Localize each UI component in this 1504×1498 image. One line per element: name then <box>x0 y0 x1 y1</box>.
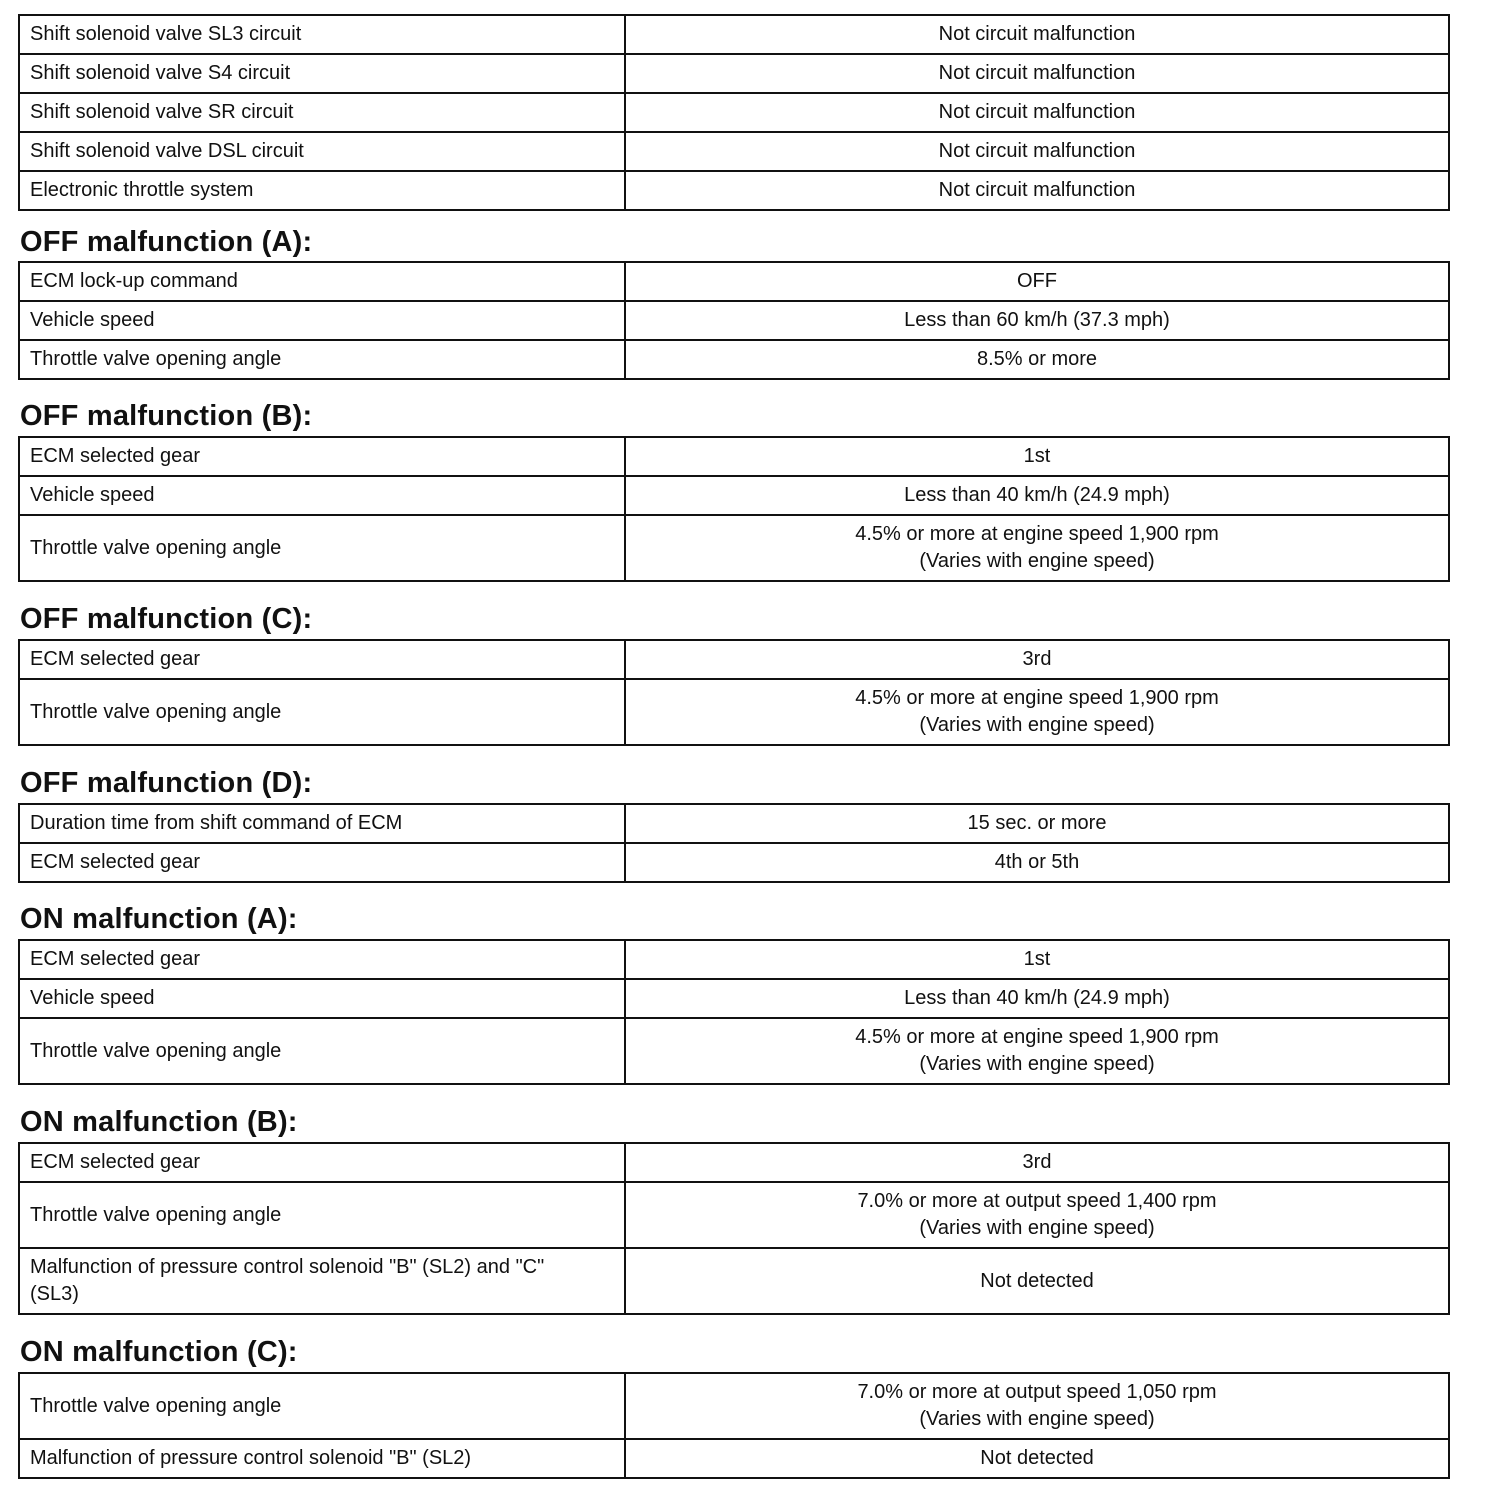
table-row <box>19 1143 1449 1182</box>
condition-value: 4.5% or more at engine speed 1,900 rpm (Varies with engine speed) <box>625 679 1449 745</box>
condition-value: Less than 40 km/h (24.9 mph) <box>625 979 1449 1018</box>
condition-label: Electronic throttle system <box>19 171 625 210</box>
section-heading: OFF malfunction (C): <box>20 603 313 635</box>
table-row <box>19 301 1449 340</box>
condition-value: Not detected <box>625 1248 1449 1314</box>
table-row <box>19 476 1449 515</box>
conditions-table-6 <box>18 1142 1450 1315</box>
section-heading: OFF malfunction (D): <box>20 767 313 799</box>
table-row <box>19 1182 1449 1248</box>
condition-value: 3rd <box>625 640 1449 679</box>
section-heading: ON malfunction (A): <box>20 903 298 935</box>
condition-label: ECM selected gear <box>19 843 625 882</box>
condition-value: 1st <box>625 940 1449 979</box>
condition-value: OFF <box>625 262 1449 301</box>
conditions-table-3 <box>18 639 1450 746</box>
condition-label: Throttle valve opening angle <box>19 679 625 745</box>
condition-value: 7.0% or more at output speed 1,050 rpm (Varies with engine speed) <box>625 1373 1449 1439</box>
table-row <box>19 804 1449 843</box>
table-row <box>19 171 1449 210</box>
condition-value: 8.5% or more <box>625 340 1449 379</box>
condition-label: Throttle valve opening angle <box>19 515 625 581</box>
condition-value: Not circuit malfunction <box>625 171 1449 210</box>
condition-value: Less than 40 km/h (24.9 mph) <box>625 476 1449 515</box>
table-row <box>19 1248 1449 1314</box>
condition-label: ECM selected gear <box>19 437 625 476</box>
condition-label: Vehicle speed <box>19 476 625 515</box>
condition-label: Shift solenoid valve SL3 circuit <box>19 15 625 54</box>
table-row <box>19 515 1449 581</box>
table-row <box>19 679 1449 745</box>
condition-label: ECM selected gear <box>19 640 625 679</box>
condition-label: Throttle valve opening angle <box>19 1182 625 1248</box>
conditions-table-5 <box>18 939 1450 1085</box>
condition-value: Less than 60 km/h (37.3 mph) <box>625 301 1449 340</box>
table-row <box>19 1439 1449 1478</box>
section-heading: ON malfunction (C): <box>20 1336 298 1368</box>
table-row <box>19 54 1449 93</box>
condition-label: ECM selected gear <box>19 1143 625 1182</box>
table-row <box>19 843 1449 882</box>
condition-value: 15 sec. or more <box>625 804 1449 843</box>
table-row <box>19 437 1449 476</box>
condition-label: Throttle valve opening angle <box>19 1018 625 1084</box>
condition-value: Not circuit malfunction <box>625 93 1449 132</box>
condition-label: Malfunction of pressure control solenoid "B" (SL2) <box>19 1439 625 1478</box>
table-row <box>19 15 1449 54</box>
condition-label: Duration time from shift command of ECM <box>19 804 625 843</box>
condition-value: Not detected <box>625 1439 1449 1478</box>
table-row <box>19 1018 1449 1084</box>
table-row <box>19 93 1449 132</box>
table-row <box>19 640 1449 679</box>
condition-label: Throttle valve opening angle <box>19 340 625 379</box>
condition-value: 3rd <box>625 1143 1449 1182</box>
condition-value: Not circuit malfunction <box>625 54 1449 93</box>
condition-label: Vehicle speed <box>19 301 625 340</box>
condition-value: Not circuit malfunction <box>625 15 1449 54</box>
condition-value: 7.0% or more at output speed 1,400 rpm (Varies with engine speed) <box>625 1182 1449 1248</box>
section-heading: OFF malfunction (B): <box>20 400 313 432</box>
section-heading: ON malfunction (B): <box>20 1106 298 1138</box>
conditions-table-7 <box>18 1372 1450 1479</box>
table-row <box>19 1373 1449 1439</box>
condition-value: Not circuit malfunction <box>625 132 1449 171</box>
table-row <box>19 340 1449 379</box>
table-row <box>19 262 1449 301</box>
conditions-table-4 <box>18 803 1450 883</box>
condition-label: Shift solenoid valve DSL circuit <box>19 132 625 171</box>
condition-label: Throttle valve opening angle <box>19 1373 625 1439</box>
condition-label: Vehicle speed <box>19 979 625 1018</box>
section-heading: OFF malfunction (A): <box>20 226 313 258</box>
conditions-table-1 <box>18 261 1450 380</box>
condition-value: 4th or 5th <box>625 843 1449 882</box>
conditions-table-2 <box>18 436 1450 582</box>
table-row <box>19 979 1449 1018</box>
condition-label: ECM selected gear <box>19 940 625 979</box>
table-row <box>19 940 1449 979</box>
condition-label: ECM lock-up command <box>19 262 625 301</box>
table-row <box>19 132 1449 171</box>
condition-value: 4.5% or more at engine speed 1,900 rpm (Varies with engine speed) <box>625 515 1449 581</box>
condition-label: Shift solenoid valve S4 circuit <box>19 54 625 93</box>
condition-value: 1st <box>625 437 1449 476</box>
condition-label: Shift solenoid valve SR circuit <box>19 93 625 132</box>
conditions-table-0 <box>18 14 1450 211</box>
condition-label: Malfunction of pressure control solenoid "B" (SL2) and "C" (SL3) <box>19 1248 625 1314</box>
condition-value: 4.5% or more at engine speed 1,900 rpm (Varies with engine speed) <box>625 1018 1449 1084</box>
